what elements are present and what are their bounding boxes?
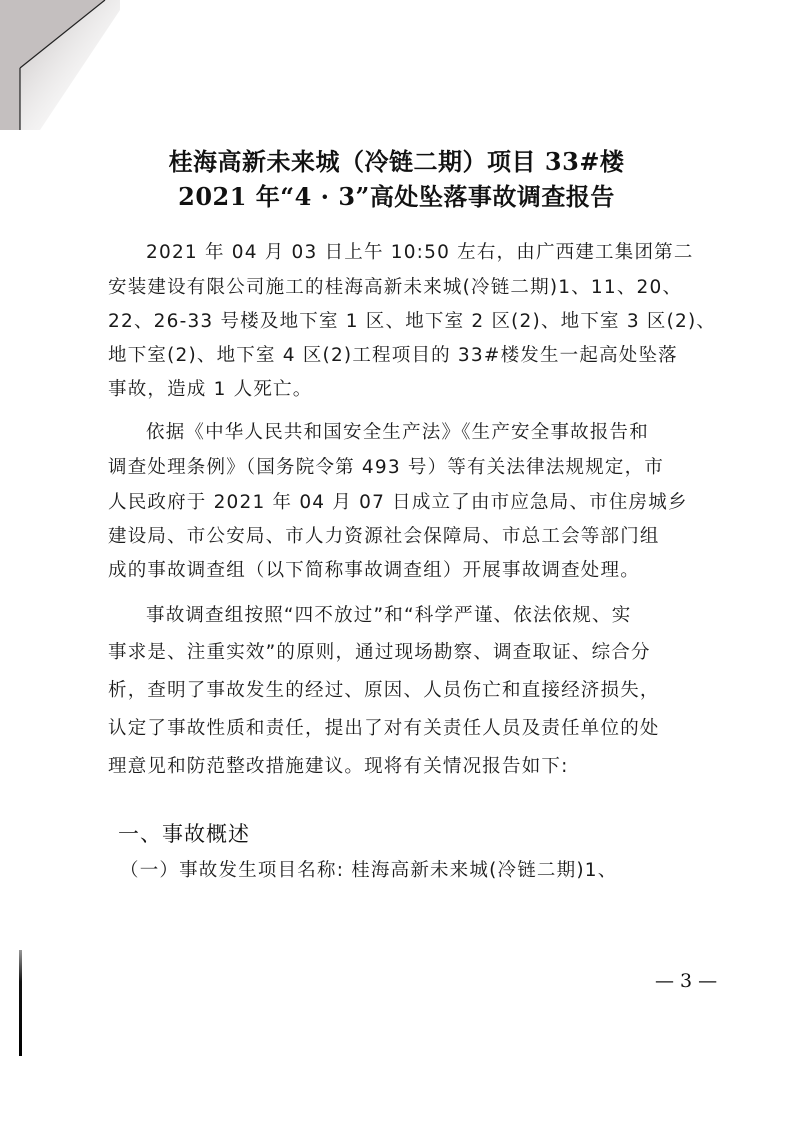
paragraph-2-line-1: 依据《中华人民共和国安全生产法》《生产安全事故报告和	[146, 422, 649, 443]
paragraph-3-line-4: 认定了事故性质和责任，提出了对有关责任人员及责任单位的处	[108, 718, 660, 739]
subsection-line-project-name: （一）事故发生项目名称: 桂海高新未来城(冷链二期)1、	[120, 860, 618, 881]
paragraph-3-line-5: 理意见和防范整改措施建议。现将有关情况报告如下:	[108, 756, 569, 777]
paragraph-1-line-5: 事故，造成 1 人死亡。	[108, 379, 313, 400]
paragraph-3-line-1: 事故调查组按照“四不放过”和“科学严谨、依法依规、实	[146, 605, 632, 626]
paragraph-2-line-3: 人民政府于 2021 年 04 月 07 日成立了由市应急局、市住房城乡	[108, 492, 688, 513]
paragraph-3-line-3: 析，查明了事故发生的经过、原因、人员伤亡和直接经济损失，	[108, 680, 660, 701]
section-heading-overview: 一、事故概述	[118, 822, 250, 846]
report-title-line-2: 2021 年“4 · 3”高处坠落事故调查报告	[178, 182, 615, 211]
paragraph-2-line-5: 成的事故调查组（以下简称事故调查组）开展事故调查处理。	[108, 560, 640, 581]
paragraph-1-line-1: 2021 年 04 月 03 日上午 10:50 左右，由广西建工集团第二	[146, 242, 694, 263]
report-title-line-1: 桂海高新未来城（冷链二期）项目 33#楼	[168, 147, 625, 176]
paragraph-1-line-4: 地下室(2)、地下室 4 区(2)工程项目的 33#楼发生一起高处坠落	[108, 345, 678, 366]
paragraph-2-line-4: 建设局、市公安局、市人力资源社会保障局、市总工会等部门组	[108, 526, 660, 547]
binding-edge-line	[19, 950, 22, 1056]
paragraph-1-line-2: 安装建设有限公司施工的桂海高新未来城(冷链二期)1、11、20、	[108, 277, 683, 298]
paragraph-2-line-2: 调查处理条例》（国务院令第 493 号）等有关法律法规规定，市	[108, 457, 665, 478]
page-number: — 3 —	[655, 970, 718, 992]
paragraph-1-line-3: 22、26-33 号楼及地下室 1 区、地下室 2 区(2)、地下室 3 区(2)、	[108, 311, 717, 332]
paragraph-3-line-2: 事求是、注重实效”的原则，通过现场勘察、调查取证、综合分	[108, 642, 651, 663]
